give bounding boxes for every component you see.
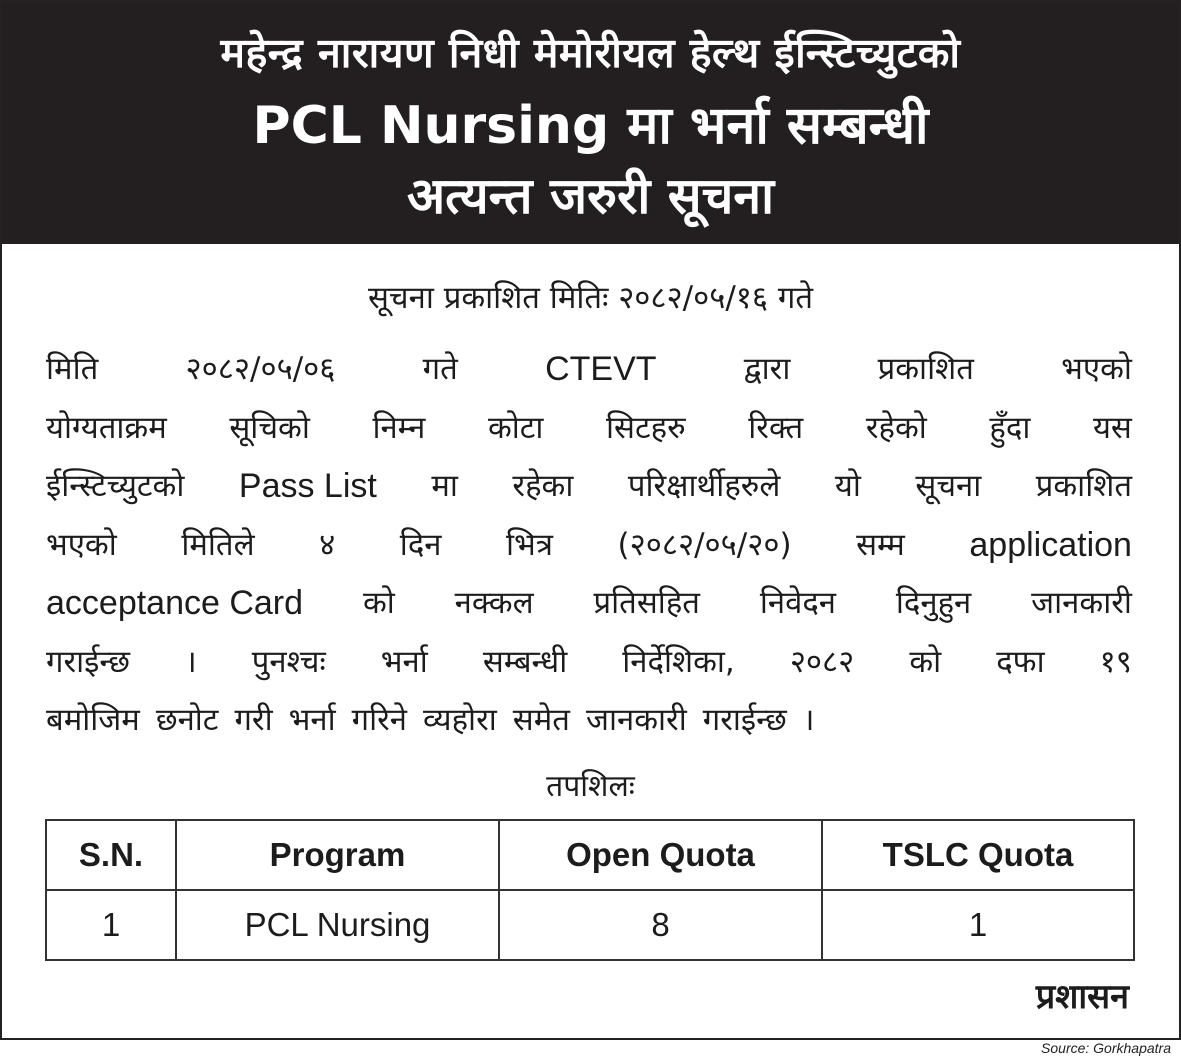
body-word: गराईन्छ xyxy=(46,643,130,680)
cell-tslc-quota: 1 xyxy=(822,890,1134,960)
body-word: हुँदा xyxy=(989,409,1031,446)
body-word: भएको xyxy=(46,526,117,563)
body-word: । xyxy=(185,643,197,680)
body-word: सम्बन्धी xyxy=(482,643,568,680)
table-header-row xyxy=(46,820,1134,890)
cell-program: PCL Nursing xyxy=(176,890,499,960)
body-word: बमोजिम xyxy=(46,702,140,738)
body-word: दफा xyxy=(996,643,1045,680)
body-word: । xyxy=(802,702,815,738)
body-word: परिक्षार्थीहरुले xyxy=(627,468,781,504)
body-word: प्रकाशित xyxy=(877,351,974,387)
body-word: प्रकाशित xyxy=(1035,468,1132,504)
notice-subject: PCL Nursing मा भर्ना सम्बन्धी xyxy=(252,96,929,156)
body-word: सूचिको xyxy=(229,409,310,446)
signature: प्रशासन xyxy=(1035,977,1129,1017)
header-program: Program xyxy=(176,820,499,890)
body-word: मिति xyxy=(46,351,99,387)
header-sn: S.N. xyxy=(46,820,176,890)
body-word: गरिने xyxy=(351,702,408,738)
body-line xyxy=(46,340,1132,399)
details-label: तपशिलः xyxy=(546,769,635,804)
body-word: निम्न xyxy=(372,409,426,446)
body-word: मा xyxy=(431,468,458,504)
body-word: व्यहोरा xyxy=(423,702,497,738)
body-word: सिटहरु xyxy=(606,409,686,446)
body-word: भर्ना xyxy=(380,643,428,680)
body-word: रहेको xyxy=(865,409,927,446)
notice-header xyxy=(2,2,1179,244)
body-word: (२०८२/०५/२०) xyxy=(617,526,792,563)
body-line xyxy=(46,516,1132,575)
body-word: application xyxy=(969,525,1132,564)
body-word: यो xyxy=(834,468,861,504)
cell-open-quota: 8 xyxy=(499,890,822,960)
body-word: निवेदन xyxy=(759,585,836,621)
body-word: रहेका xyxy=(512,468,574,504)
body-line xyxy=(46,457,1132,516)
body-word: गरी xyxy=(234,702,273,738)
header-open-quota: Open Quota xyxy=(499,820,822,890)
body-line xyxy=(46,399,1132,458)
body-word: समेत xyxy=(512,702,570,738)
body-word: २०८२ xyxy=(789,643,855,680)
body-word: acceptance Card xyxy=(46,584,304,622)
body-word: ईन्स्टिच्युटको xyxy=(46,468,185,504)
notice-body xyxy=(46,340,1132,750)
body-word: Pass List xyxy=(238,467,377,505)
body-word: CTEVT xyxy=(545,350,657,388)
source-credit: Source: Gorkhapatra xyxy=(1041,1040,1171,1056)
body-word: २०८२/०५/०६ xyxy=(185,351,336,387)
body-word: नक्कल xyxy=(454,585,534,621)
body-word: प्रतिसहित xyxy=(593,585,700,621)
body-word: ४ xyxy=(319,526,336,563)
body-word: जानकारी xyxy=(1031,585,1132,621)
body-word: दिन xyxy=(399,526,442,563)
body-word: छनोट xyxy=(155,702,219,738)
body-line xyxy=(46,691,1132,750)
body-line xyxy=(46,574,1132,633)
body-word: को xyxy=(909,643,942,680)
body-word: भएको xyxy=(1061,351,1132,387)
body-word: दिनुहुन xyxy=(895,585,972,621)
body-word: १९ xyxy=(1099,643,1132,680)
body-word: को xyxy=(362,585,395,621)
cell-sn: 1 xyxy=(46,890,176,960)
body-line xyxy=(46,633,1132,692)
body-word: सम्म xyxy=(856,526,905,563)
body-word: जानकारी xyxy=(585,702,687,738)
body-word: पुनश्चः xyxy=(251,643,326,680)
header-tslc-quota: TSLC Quota xyxy=(822,820,1134,890)
notice-title: अत्यन्त जरुरी सूचना xyxy=(406,167,775,225)
body-word: कोटा xyxy=(487,409,544,446)
table-row xyxy=(46,890,1134,960)
body-word: योग्यताक्रम xyxy=(46,409,167,446)
body-word: भर्ना xyxy=(288,702,336,738)
quota-table xyxy=(45,819,1135,961)
body-word: द्वारा xyxy=(743,351,791,387)
institute-name: महेन्द्र नारायण निधी मेमोरीयल हेल्थ ईन्स्टिच्युटको xyxy=(220,29,961,77)
publish-date: सूचना प्रकाशित मितिः २०८२/०५/१६ गते xyxy=(367,280,814,316)
body-word: भित्र xyxy=(506,526,553,563)
body-word: गराईन्छ xyxy=(702,702,787,738)
body-word: सूचना xyxy=(915,468,982,504)
body-word: यस xyxy=(1092,409,1132,446)
body-word: निर्देशिका, xyxy=(622,643,735,680)
body-word: गते xyxy=(422,351,458,387)
body-word: रिक्त xyxy=(748,409,804,446)
body-word: मितिले xyxy=(181,526,255,563)
